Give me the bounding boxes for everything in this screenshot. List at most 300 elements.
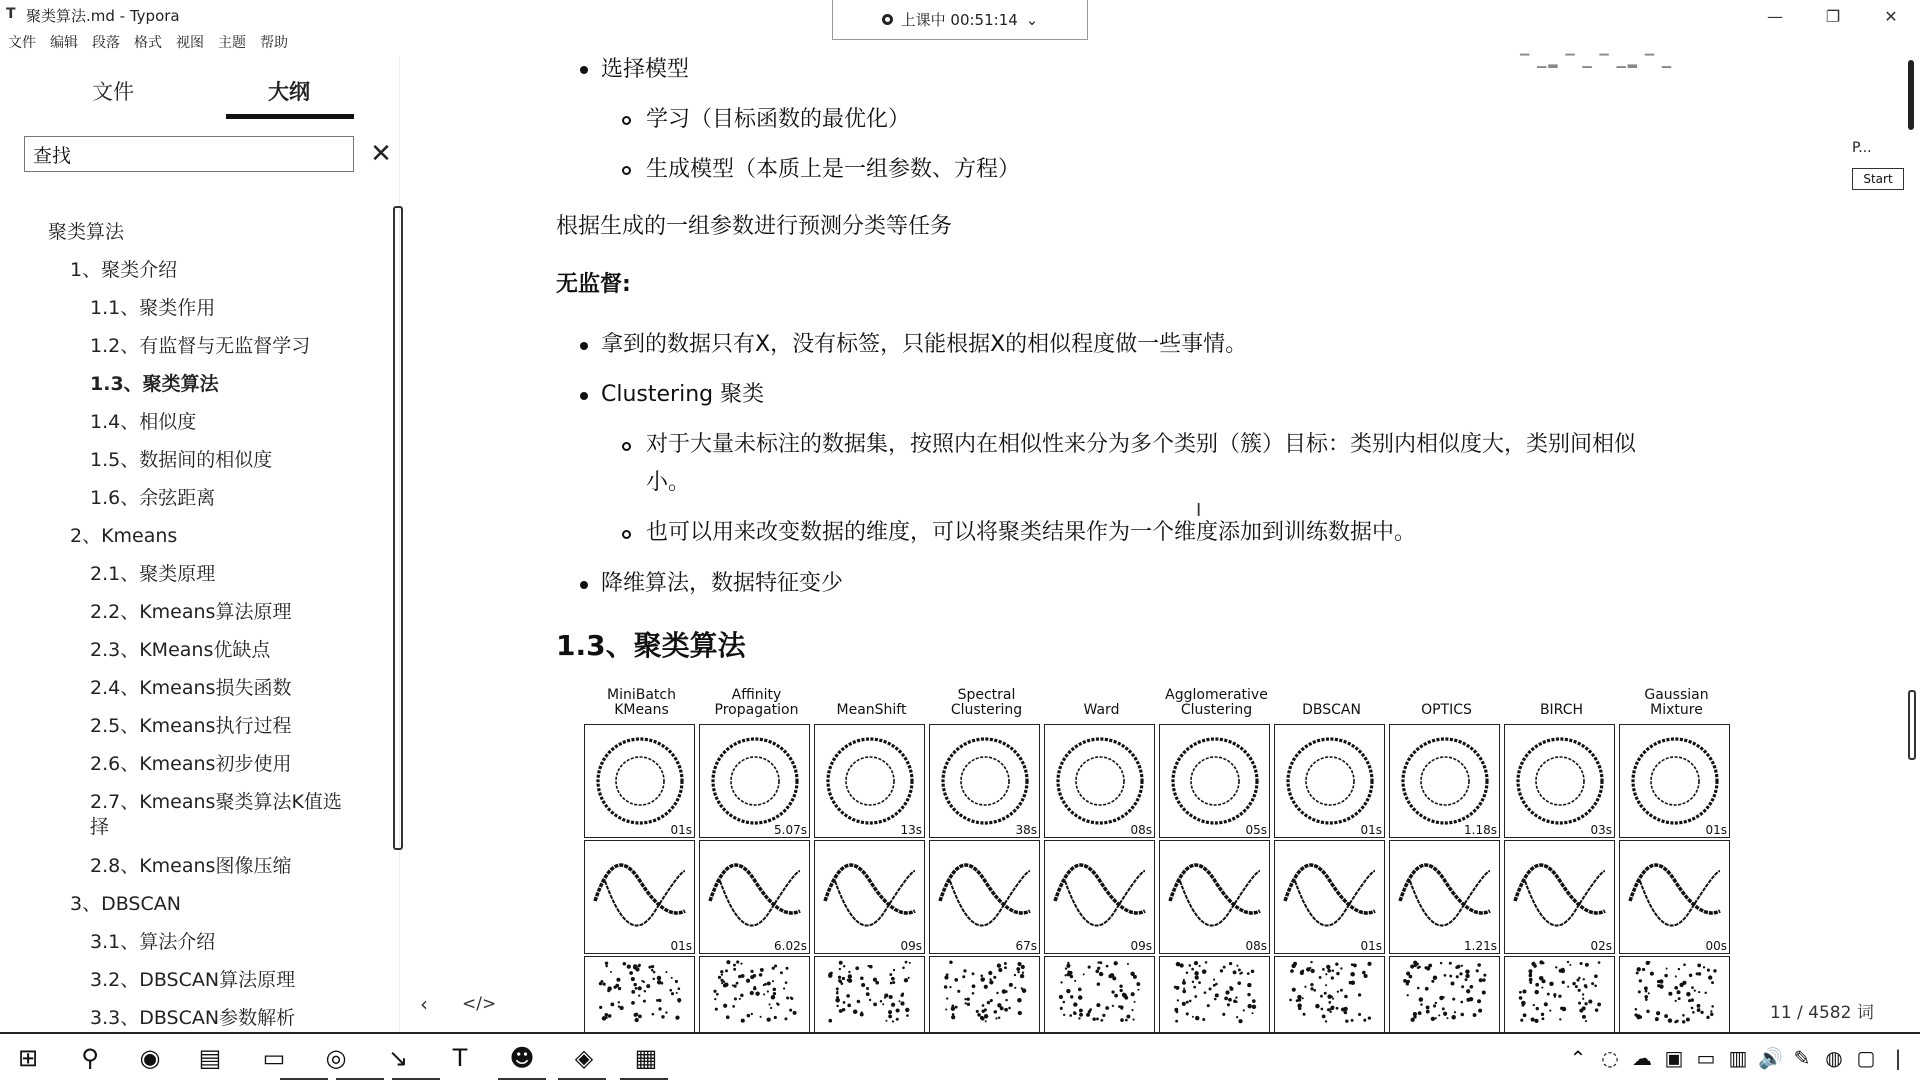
scatter-point: [1236, 1016, 1238, 1018]
column-title-line: MeanShift: [836, 702, 907, 718]
window-app-icon[interactable]: ▭: [262, 1044, 286, 1072]
scatter-point: [848, 978, 852, 982]
scatter-point: [652, 1013, 655, 1016]
outline-item[interactable]: 3.3、DBSCAN参数解析: [90, 1007, 296, 1029]
scatter-point: [713, 990, 716, 993]
scatter-point: [1214, 998, 1217, 1001]
scatter-point: [767, 1018, 771, 1022]
scatter-point: [1454, 1011, 1456, 1013]
scatter-point: [1120, 1018, 1124, 1022]
column-title-line: Ward: [1083, 702, 1120, 718]
scatter-point: [1341, 1008, 1345, 1012]
scatter-point: [1559, 969, 1563, 973]
scatter-point: [638, 994, 640, 996]
scatter-point: [1228, 998, 1232, 1002]
scatter-point: [1097, 961, 1099, 963]
scatter-point: [861, 983, 865, 987]
scrollbar-handle[interactable]: [1908, 690, 1916, 760]
cloud-icon[interactable]: ☁: [1632, 1046, 1652, 1070]
scatter-point: [1700, 1011, 1703, 1014]
scatter-point: [843, 965, 845, 967]
scatter-point: [836, 987, 839, 990]
word-count[interactable]: 11 / 4582 词: [1770, 1003, 1874, 1023]
cluster-plot-cell: [584, 840, 695, 954]
scatter-point: [996, 992, 998, 994]
scatter-point: [669, 989, 672, 992]
column-title: [1504, 688, 1619, 718]
moon-cluster: [720, 871, 800, 926]
scatter-point: [866, 992, 870, 996]
scatter-point: [635, 987, 638, 990]
scatter-point: [1533, 964, 1537, 968]
scatter-point: [853, 1009, 858, 1014]
scatter-point: [1174, 986, 1177, 989]
scatter-point: [1674, 986, 1678, 990]
scatter-point: [1122, 993, 1126, 997]
cluster-plot: [1275, 725, 1385, 838]
outline-item[interactable]: 2.7、Kmeans聚类算法K值选择: [90, 791, 342, 838]
scatter-point: [1186, 1012, 1189, 1015]
scatter-point: [1021, 965, 1025, 969]
scatter-point: [1016, 967, 1020, 971]
outline-item[interactable]: 1.5、数据间的相似度: [90, 449, 273, 471]
circle-bullet-icon: [622, 530, 631, 539]
scatter-point: [839, 1009, 843, 1013]
scatter-point: [651, 965, 654, 968]
outline-item[interactable]: 2.5、Kmeans执行过程: [90, 715, 292, 737]
scatter-point: [771, 995, 776, 1000]
tool-app-icon[interactable]: ◈: [574, 1044, 594, 1072]
cluster-plot: [1045, 725, 1155, 838]
source-code-icon[interactable]: </>: [462, 994, 497, 1014]
outline-search-input[interactable]: [24, 136, 354, 172]
scatter-point: [980, 975, 983, 978]
scatter-point: [900, 994, 903, 997]
recording-status-bar[interactable]: [832, 0, 1088, 40]
cluster-plot: [1620, 841, 1730, 954]
scatter-point: [1461, 985, 1464, 988]
scatter-point: [1558, 995, 1561, 998]
scatter-point: [1461, 965, 1463, 967]
scatter-point: [1483, 974, 1486, 977]
terminal-app-icon[interactable]: ▦: [634, 1044, 658, 1072]
outline-item[interactable]: 2、Kmeans: [70, 525, 178, 547]
scatter-point: [1017, 962, 1021, 966]
minimize-button[interactable]: —: [1767, 6, 1783, 26]
scatter-point: [1682, 1014, 1685, 1017]
scatter-point: [1560, 1007, 1563, 1010]
scatter-point: [1650, 972, 1654, 976]
scatter-point: [1247, 1004, 1252, 1009]
pen-tool-icon[interactable]: ↘: [387, 1044, 409, 1072]
outline-item[interactable]: 1.1、聚类作用: [90, 297, 216, 319]
column-title-line: Spectral: [957, 687, 1016, 703]
scatter-point: [835, 998, 840, 1003]
scatter-point: [1095, 970, 1099, 974]
scatter-point: [718, 976, 721, 979]
scatter-point: [773, 992, 776, 995]
ring-cluster: [713, 739, 797, 823]
scatter-point: [1539, 976, 1544, 981]
windows-start-icon[interactable]: ⊞: [17, 1044, 39, 1072]
scatter-point: [1065, 967, 1067, 969]
scatter-point: [1479, 978, 1483, 982]
scatter-point: [987, 1001, 990, 1004]
circle-bullet-icon: [622, 166, 631, 175]
scatter-point: [658, 1007, 661, 1010]
scatter-point: [1096, 1003, 1100, 1007]
scatter-point: [1321, 1008, 1324, 1011]
scatter-point: [772, 967, 775, 970]
scatter-point: [1182, 990, 1186, 994]
scatter-point: [1004, 962, 1007, 965]
column-title: [1159, 688, 1274, 718]
column-title: [1619, 688, 1734, 718]
scatter-point: [661, 1015, 664, 1018]
outline-item[interactable]: 1.6、余弦距离: [90, 487, 216, 509]
moon-cluster: [835, 871, 915, 926]
scatter-point: [1646, 1010, 1649, 1013]
app-tray-icon[interactable]: ◌: [1601, 1046, 1619, 1070]
menu-paragraph[interactable]: 段落: [92, 35, 120, 51]
start-button[interactable]: Start: [1852, 168, 1904, 190]
record-app-icon[interactable]: ◉: [139, 1044, 161, 1072]
browser-icon[interactable]: ◎: [325, 1044, 347, 1072]
scatter-point: [1073, 1002, 1077, 1006]
scatter-point: [1073, 1012, 1076, 1015]
scatter-point: [1456, 975, 1459, 978]
chat-app-icon[interactable]: ☻: [509, 1044, 535, 1072]
scatter-point: [836, 991, 838, 993]
scrollbar-thumb[interactable]: [1908, 60, 1914, 130]
scatter-point: [1362, 971, 1366, 975]
scatter-point: [1588, 1000, 1592, 1004]
scatter-point: [902, 967, 905, 970]
scatter-point: [963, 969, 966, 972]
scatter-point: [740, 963, 742, 965]
screen-icon[interactable]: ▣: [1664, 1046, 1684, 1070]
scatter-point: [1070, 995, 1073, 998]
outline-item[interactable]: 1、聚类介绍: [70, 259, 178, 281]
scatter-point: [1193, 986, 1196, 989]
scatter-point: [1704, 992, 1706, 994]
scatter-point: [1559, 1018, 1561, 1020]
scatter-point: [977, 1013, 981, 1017]
scatter-point: [1060, 981, 1062, 983]
scatter-point: [1664, 974, 1668, 978]
menu-help[interactable]: 帮助: [260, 35, 288, 51]
scatter-point: [1125, 1019, 1128, 1022]
scatter-point: [1452, 998, 1455, 1001]
scatter-point: [1451, 1015, 1455, 1019]
scatter-point: [1229, 986, 1232, 989]
scatter-point: [1110, 973, 1115, 978]
scatter-point: [1302, 997, 1304, 999]
scatter-point: [726, 1015, 730, 1019]
scatter-point: [1017, 998, 1022, 1003]
scatter-point: [889, 973, 892, 976]
scatter-point: [1521, 1004, 1524, 1007]
notification-icon[interactable]: ▢: [1856, 1046, 1876, 1070]
scatter-point: [631, 1001, 635, 1005]
scatter-point: [1223, 966, 1226, 969]
column-title-line: MiniBatch: [607, 687, 676, 703]
menu-edit[interactable]: 编辑: [50, 35, 78, 51]
scatter-point: [755, 991, 759, 995]
scatter-point: [733, 964, 736, 967]
scatter-point: [1247, 993, 1250, 996]
cluster-plot-cell: [1044, 724, 1155, 838]
scatter-point: [732, 1005, 735, 1008]
cluster-plot-cell: [1389, 840, 1500, 954]
scatter-point: [1582, 998, 1584, 1000]
scatter-point: [1645, 998, 1648, 1001]
typora-taskbar-icon[interactable]: T: [452, 1044, 468, 1072]
chevron-left-icon[interactable]: ‹: [420, 992, 428, 1016]
ring-cluster: [1076, 757, 1124, 805]
scatter-point: [1205, 961, 1208, 964]
scatter-point: [1074, 980, 1076, 982]
chevron-up-icon[interactable]: ⌃: [1569, 1046, 1587, 1070]
scatter-point: [1102, 1014, 1105, 1017]
runtime-label: 01s: [1705, 823, 1727, 837]
scatter-point: [633, 964, 638, 969]
scatter-point: [1431, 1017, 1435, 1021]
scatter-point: [763, 993, 765, 995]
moon-cluster: [1065, 871, 1145, 926]
scatter-point: [892, 981, 895, 984]
scatter-point: [1229, 962, 1232, 965]
menu-view[interactable]: 视图: [176, 35, 204, 51]
scatter-point: [1637, 967, 1641, 971]
outline-item-active[interactable]: 1.3、聚类算法: [90, 373, 219, 395]
system-tray: [1566, 1034, 1920, 1080]
scatter-point: [620, 1006, 624, 1010]
scatter-point: [633, 983, 636, 986]
maximize-button[interactable]: ❐: [1825, 6, 1841, 26]
scatter-point: [1638, 990, 1641, 993]
outline-item[interactable]: 聚类算法: [48, 221, 125, 243]
cluster-plot: [1160, 841, 1270, 954]
scatter-point: [1411, 1018, 1415, 1022]
scatter-point: [1083, 973, 1085, 975]
ring-cluster: [1421, 757, 1469, 805]
cluster-plot-cell: [584, 724, 695, 838]
scatter-point: [608, 1014, 612, 1018]
scatter-point: [1247, 983, 1251, 987]
scatter-point: [1183, 979, 1185, 981]
scatter-point: [1535, 983, 1539, 987]
scatter-point: [1120, 989, 1123, 992]
scatter-point: [1079, 1009, 1083, 1013]
ring-cluster: [1651, 757, 1699, 805]
scatter-point: [1482, 990, 1486, 994]
circle-bullet-icon: [622, 442, 631, 451]
cluster-plot: [1505, 841, 1615, 954]
battery-icon[interactable]: ▭: [1696, 1046, 1716, 1070]
outline-item[interactable]: 2.8、Kmeans图像压缩: [90, 855, 292, 877]
scatter-point: [1416, 962, 1419, 965]
menu-format[interactable]: 格式: [134, 35, 162, 51]
outline-item[interactable]: 2.1、聚类原理: [90, 563, 216, 585]
scatter-point: [1555, 966, 1557, 968]
scatter-point: [1066, 964, 1070, 968]
scatter-point: [888, 1010, 892, 1014]
scatter-point: [1542, 1017, 1545, 1020]
scatter-point: [1088, 1010, 1091, 1013]
scatter-point: [1324, 992, 1327, 995]
scatter-point: [890, 982, 893, 985]
scatter-point: [1345, 1019, 1348, 1022]
scatter-point: [1523, 1013, 1527, 1017]
column-title: [1044, 688, 1159, 718]
tab-outline[interactable]: 大纲: [268, 80, 310, 104]
scatter-point: [1207, 1004, 1210, 1007]
scatter-point: [610, 1003, 614, 1007]
outline-item[interactable]: 2.2、Kmeans算法原理: [90, 601, 292, 623]
column-title-line: Clustering: [950, 702, 1023, 718]
moon-cluster: [1410, 871, 1490, 926]
scatter-point: [638, 986, 642, 990]
scatter-point: [1679, 983, 1683, 987]
scatter-point: [1666, 968, 1668, 970]
runtime-label: 03s: [1590, 823, 1612, 837]
scatter-point: [671, 992, 674, 995]
scatter-point: [1310, 961, 1312, 963]
volume-icon[interactable]: 🔊: [1758, 1046, 1783, 1070]
scatter-point: [1708, 975, 1712, 979]
scatter-point: [1536, 1007, 1539, 1010]
scatter-point: [1063, 1001, 1066, 1004]
close-button[interactable]: ✕: [1884, 6, 1898, 26]
network-icon[interactable]: ▥: [1728, 1046, 1748, 1070]
scatter-point: [1698, 991, 1700, 993]
scatter-point: [1567, 986, 1569, 988]
input-method-icon[interactable]: ◍: [1825, 1046, 1843, 1070]
scatter-point: [1022, 972, 1024, 974]
scatter-point: [1519, 991, 1522, 994]
scatter-point: [1014, 987, 1016, 989]
scatter-point: [1325, 984, 1327, 986]
search-icon[interactable]: ⚲: [81, 1044, 99, 1072]
scatter-point: [972, 984, 976, 988]
scatter-point: [1692, 1011, 1695, 1014]
scatter-point: [1328, 1001, 1331, 1004]
circle-bullet-icon: [622, 116, 631, 125]
cluster-plot-cell: [814, 840, 925, 954]
outline-item[interactable]: 2.4、Kmeans损失函数: [90, 677, 292, 699]
runtime-label: 67s: [1015, 939, 1037, 953]
outline-item[interactable]: 3.1、算法介绍: [90, 931, 216, 953]
outline-item[interactable]: 1.2、有监督与无监督学习: [90, 335, 311, 357]
scatter-point: [1594, 974, 1598, 978]
column-title: [584, 688, 699, 718]
scatter-point: [1585, 986, 1588, 989]
scatter-point: [1235, 1001, 1237, 1003]
scatter-point: [774, 964, 777, 967]
scatter-point: [1315, 1004, 1320, 1009]
ring-cluster: [1058, 739, 1142, 823]
scatter-point: [1465, 978, 1468, 981]
scatter-point: [1195, 1016, 1199, 1020]
scatter-point: [1567, 961, 1569, 963]
scatter-point: [750, 991, 754, 995]
column-title-line: [1504, 688, 1619, 703]
scatter-point: [836, 1005, 838, 1007]
scatter-point: [1477, 999, 1481, 1003]
scatter-point: [1241, 972, 1243, 974]
scatter-point: [1069, 971, 1073, 975]
scatter-point: [1290, 969, 1294, 973]
scatter-point: [998, 968, 1002, 972]
scatter-point: [944, 985, 947, 988]
outline-item[interactable]: 3、DBSCAN: [70, 893, 181, 915]
scatter-point: [1005, 999, 1007, 1001]
pen-icon[interactable]: ✎: [1793, 1046, 1811, 1070]
scatter-point: [1688, 999, 1691, 1002]
scatter-point: [1529, 972, 1532, 975]
scatter-point: [1131, 1009, 1133, 1011]
scatter-point: [988, 971, 992, 975]
scatter-point: [1018, 1011, 1022, 1015]
outline-item[interactable]: 1.4、相似度: [90, 411, 197, 433]
moon-cluster: [950, 871, 1030, 926]
scatter-point: [1639, 979, 1642, 982]
scatter-point: [1645, 990, 1648, 993]
runtime-label: 1.21s: [1464, 939, 1497, 953]
scatter-point: [657, 976, 661, 980]
scatter-point: [1585, 963, 1589, 967]
menu-file[interactable]: 文件: [8, 35, 36, 51]
file-manager-icon[interactable]: ▤: [198, 1044, 222, 1072]
menu-theme[interactable]: 主题: [218, 35, 246, 51]
scatter-point: [736, 982, 739, 985]
scatter-point: [965, 1002, 967, 1004]
ring-cluster: [961, 757, 1009, 805]
ring-cluster: [731, 757, 779, 805]
outline-item[interactable]: 2.3、KMeans优缺点: [90, 639, 271, 661]
runtime-label: 01s: [1360, 823, 1382, 837]
scatter-point: [855, 966, 859, 970]
scatter-point: [1461, 1013, 1464, 1016]
scatter-point: [1582, 993, 1584, 995]
scatter-point: [1713, 969, 1716, 972]
scatter-point: [1114, 961, 1118, 965]
scatter-point: [1697, 964, 1701, 968]
scatter-point: [873, 1002, 877, 1006]
scatter-point: [1004, 966, 1007, 969]
scatter-point: [665, 1011, 667, 1013]
show-desktop-icon[interactable]: |: [1894, 1046, 1902, 1070]
clustering-comparison-figure: [584, 688, 1734, 1028]
scatter-point: [1252, 1005, 1256, 1009]
outline-item[interactable]: 2.6、Kmeans初步使用: [90, 753, 292, 775]
scatter-point: [1022, 988, 1027, 993]
outline-item[interactable]: 3.2、DBSCAN算法原理: [90, 969, 296, 991]
scatter-point: [1192, 1016, 1194, 1018]
column-title-line: DBSCAN: [1302, 702, 1361, 718]
scatter-point: [882, 1003, 884, 1005]
bullet-icon: [580, 342, 588, 350]
scatter-point: [1691, 1007, 1694, 1010]
close-icon[interactable]: ✕: [370, 139, 392, 169]
tab-files[interactable]: 文件: [92, 80, 134, 104]
scatter-point: [828, 1019, 832, 1023]
scatter-point: [1585, 1020, 1587, 1022]
scatter-point: [1186, 1001, 1189, 1004]
column-title-line: OPTICS: [1421, 702, 1472, 718]
scatter-point: [1444, 974, 1447, 977]
